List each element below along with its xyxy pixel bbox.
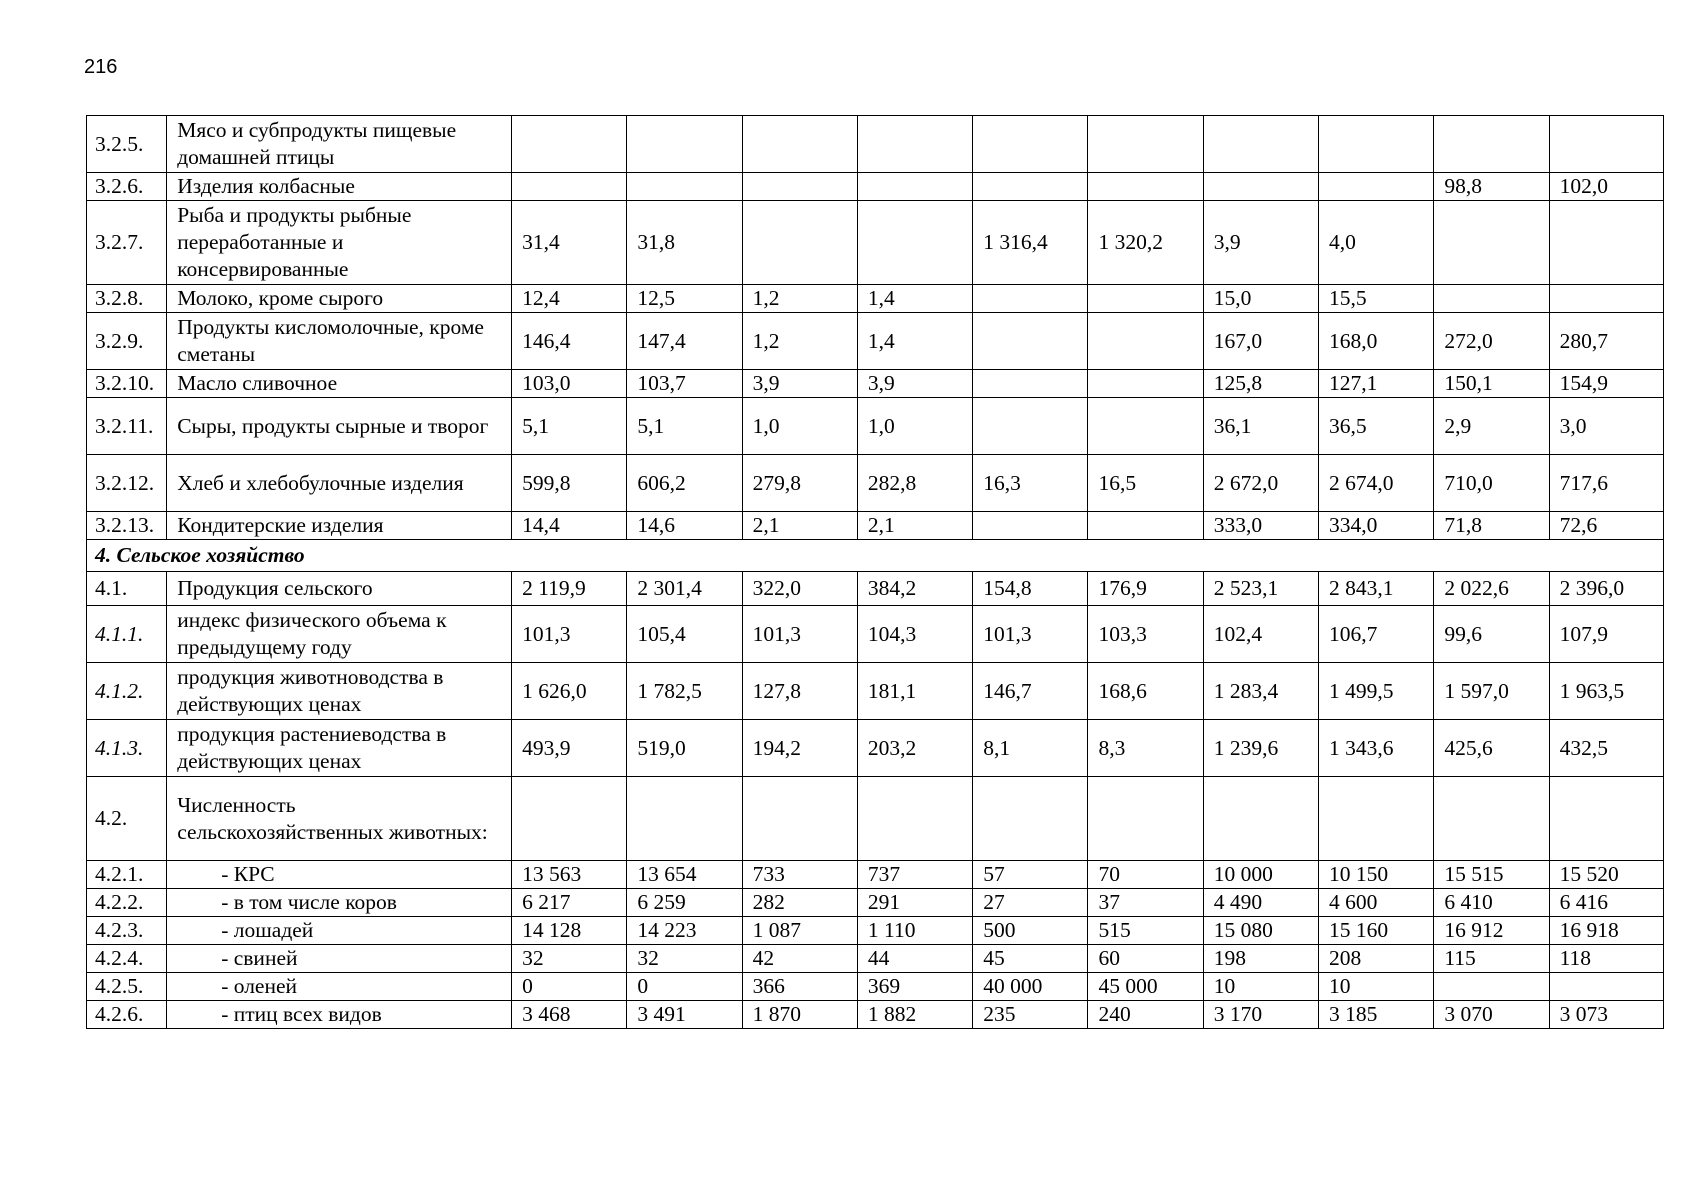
row-name: Численность сельскохозяйственных животных: [167, 777, 512, 861]
row-name: индекс физического объема к предыдущему году [167, 606, 512, 663]
value-cell: 16,5 [1088, 455, 1203, 512]
value-cell [973, 116, 1088, 173]
value-cell: 1 343,6 [1319, 720, 1434, 777]
row-code: 4.2.1. [87, 861, 167, 889]
value-cell: 2 843,1 [1319, 572, 1434, 606]
value-cell: 72,6 [1549, 512, 1663, 540]
value-cell: 606,2 [627, 455, 742, 512]
row-code: 3.2.12. [87, 455, 167, 512]
value-cell: 101,3 [512, 606, 627, 663]
row-code: 4.1.2. [87, 663, 167, 720]
value-cell: 16 918 [1549, 917, 1663, 945]
value-cell: 3,0 [1549, 398, 1663, 455]
value-cell: 4 490 [1203, 889, 1318, 917]
value-cell: 150,1 [1434, 370, 1549, 398]
value-cell: 168,6 [1088, 663, 1203, 720]
value-cell [1434, 973, 1549, 1001]
row-name: Масло сливочное [167, 370, 512, 398]
value-cell: 36,1 [1203, 398, 1318, 455]
value-cell: 2 672,0 [1203, 455, 1318, 512]
row-code: 4.2.6. [87, 1001, 167, 1029]
value-cell: 10 [1319, 973, 1434, 1001]
value-cell [973, 512, 1088, 540]
value-cell: 31,4 [512, 201, 627, 285]
value-cell [1434, 285, 1549, 313]
row-code: 4.2.3. [87, 917, 167, 945]
value-cell: 1,2 [742, 285, 857, 313]
value-cell [1088, 116, 1203, 173]
value-cell: 384,2 [857, 572, 972, 606]
value-cell: 168,0 [1319, 313, 1434, 370]
value-cell: 235 [973, 1001, 1088, 1029]
value-cell: 8,3 [1088, 720, 1203, 777]
table-row [87, 973, 1664, 1001]
row-name: - свиней [167, 945, 512, 973]
value-cell: 118 [1549, 945, 1663, 973]
value-cell: 3 070 [1434, 1001, 1549, 1029]
value-cell: 2,1 [742, 512, 857, 540]
value-cell: 16,3 [973, 455, 1088, 512]
value-cell: 15 160 [1319, 917, 1434, 945]
table-row [87, 572, 1664, 606]
value-cell: 279,8 [742, 455, 857, 512]
value-cell [1319, 173, 1434, 201]
value-cell: 13 654 [627, 861, 742, 889]
value-cell: 6 416 [1549, 889, 1663, 917]
value-cell: 147,4 [627, 313, 742, 370]
value-cell: 3,9 [742, 370, 857, 398]
value-cell: 103,0 [512, 370, 627, 398]
value-cell [973, 285, 1088, 313]
value-cell: 27 [973, 889, 1088, 917]
value-cell [742, 777, 857, 861]
table-row [87, 861, 1664, 889]
value-cell: 101,3 [742, 606, 857, 663]
value-cell: 8,1 [973, 720, 1088, 777]
value-cell: 2 022,6 [1434, 572, 1549, 606]
value-cell: 515 [1088, 917, 1203, 945]
value-cell [1203, 777, 1318, 861]
value-cell: 102,4 [1203, 606, 1318, 663]
value-cell [973, 313, 1088, 370]
value-cell: 194,2 [742, 720, 857, 777]
value-cell [1088, 777, 1203, 861]
table-row [87, 370, 1664, 398]
value-cell: 31,8 [627, 201, 742, 285]
page-number: 216 [84, 56, 118, 78]
value-cell: 369 [857, 973, 972, 1001]
value-cell [512, 777, 627, 861]
value-cell: 98,8 [1434, 173, 1549, 201]
value-cell: 16 912 [1434, 917, 1549, 945]
value-cell: 15,0 [1203, 285, 1318, 313]
value-cell: 272,0 [1434, 313, 1549, 370]
value-cell: 15 515 [1434, 861, 1549, 889]
value-cell [1549, 777, 1663, 861]
value-cell [1088, 313, 1203, 370]
row-name: Продукция сельского [167, 572, 512, 606]
section-row [87, 540, 1664, 572]
row-name: Мясо и субпродукты пищевые домашней птицы [167, 116, 512, 173]
table-row [87, 720, 1664, 777]
value-cell: 6 410 [1434, 889, 1549, 917]
value-cell [627, 173, 742, 201]
value-cell: 115 [1434, 945, 1549, 973]
value-cell: 366 [742, 973, 857, 1001]
value-cell: 4 600 [1319, 889, 1434, 917]
value-cell [1319, 116, 1434, 173]
value-cell: 12,5 [627, 285, 742, 313]
row-name: Рыба и продукты рыбные переработанные и консервированные [167, 201, 512, 285]
value-cell: 5,1 [627, 398, 742, 455]
value-cell: 3 185 [1319, 1001, 1434, 1029]
value-cell: 103,3 [1088, 606, 1203, 663]
row-name: Молоко, кроме сырого [167, 285, 512, 313]
value-cell: 176,9 [1088, 572, 1203, 606]
value-cell: 40 000 [973, 973, 1088, 1001]
value-cell: 2 301,4 [627, 572, 742, 606]
value-cell: 3 073 [1549, 1001, 1663, 1029]
value-cell [1434, 116, 1549, 173]
value-cell [742, 201, 857, 285]
value-cell: 3 491 [627, 1001, 742, 1029]
value-cell: 32 [512, 945, 627, 973]
value-cell [857, 116, 972, 173]
row-code: 4.2.5. [87, 973, 167, 1001]
row-code: 3.2.7. [87, 201, 167, 285]
value-cell: 146,7 [973, 663, 1088, 720]
value-cell: 1,4 [857, 313, 972, 370]
value-cell: 733 [742, 861, 857, 889]
value-cell: 737 [857, 861, 972, 889]
value-cell: 2,9 [1434, 398, 1549, 455]
table-row [87, 663, 1664, 720]
value-cell: 432,5 [1549, 720, 1663, 777]
value-cell: 1 626,0 [512, 663, 627, 720]
value-cell: 519,0 [627, 720, 742, 777]
row-name: - птиц всех видов [167, 1001, 512, 1029]
row-code: 4.2. [87, 777, 167, 861]
value-cell: 1 316,4 [973, 201, 1088, 285]
table-row [87, 455, 1664, 512]
value-cell: 1,2 [742, 313, 857, 370]
value-cell: 181,1 [857, 663, 972, 720]
statistics-table [86, 115, 1664, 1029]
row-name: - в том числе коров [167, 889, 512, 917]
value-cell: 32 [627, 945, 742, 973]
value-cell: 280,7 [1549, 313, 1663, 370]
value-cell: 15 080 [1203, 917, 1318, 945]
value-cell [1088, 512, 1203, 540]
value-cell: 599,8 [512, 455, 627, 512]
value-cell [742, 116, 857, 173]
value-cell: 2 396,0 [1549, 572, 1663, 606]
value-cell: 2 523,1 [1203, 572, 1318, 606]
table-row [87, 173, 1664, 201]
value-cell [857, 201, 972, 285]
table-row [87, 945, 1664, 973]
value-cell: 1 882 [857, 1001, 972, 1029]
table-row [87, 917, 1664, 945]
value-cell [1088, 370, 1203, 398]
value-cell: 3,9 [857, 370, 972, 398]
value-cell [512, 173, 627, 201]
value-cell: 57 [973, 861, 1088, 889]
value-cell: 102,0 [1549, 173, 1663, 201]
row-name: - оленей [167, 973, 512, 1001]
table-row [87, 116, 1664, 173]
value-cell: 1,4 [857, 285, 972, 313]
row-code: 4.1. [87, 572, 167, 606]
value-cell [1088, 173, 1203, 201]
value-cell [512, 116, 627, 173]
value-cell: 3 170 [1203, 1001, 1318, 1029]
value-cell [627, 777, 742, 861]
row-code: 3.2.6. [87, 173, 167, 201]
table-row [87, 777, 1664, 861]
value-cell: 208 [1319, 945, 1434, 973]
value-cell: 12,4 [512, 285, 627, 313]
value-cell: 14 128 [512, 917, 627, 945]
row-code: 3.2.11. [87, 398, 167, 455]
value-cell: 104,3 [857, 606, 972, 663]
value-cell: 14,6 [627, 512, 742, 540]
value-cell [1203, 116, 1318, 173]
table-row [87, 313, 1664, 370]
row-code: 3.2.5. [87, 116, 167, 173]
value-cell: 1 782,5 [627, 663, 742, 720]
value-cell: 99,6 [1434, 606, 1549, 663]
value-cell: 717,6 [1549, 455, 1663, 512]
value-cell [973, 370, 1088, 398]
value-cell: 44 [857, 945, 972, 973]
value-cell: 10 000 [1203, 861, 1318, 889]
value-cell: 127,1 [1319, 370, 1434, 398]
value-cell: 45 [973, 945, 1088, 973]
value-cell: 1 597,0 [1434, 663, 1549, 720]
value-cell: 710,0 [1434, 455, 1549, 512]
value-cell: 282,8 [857, 455, 972, 512]
value-cell: 198 [1203, 945, 1318, 973]
value-cell: 146,4 [512, 313, 627, 370]
value-cell: 6 259 [627, 889, 742, 917]
table-row [87, 512, 1664, 540]
value-cell: 1 870 [742, 1001, 857, 1029]
row-code: 3.2.8. [87, 285, 167, 313]
value-cell: 6 217 [512, 889, 627, 917]
value-cell: 60 [1088, 945, 1203, 973]
value-cell: 127,8 [742, 663, 857, 720]
value-cell: 105,4 [627, 606, 742, 663]
value-cell: 14,4 [512, 512, 627, 540]
value-cell: 154,9 [1549, 370, 1663, 398]
value-cell: 282 [742, 889, 857, 917]
value-cell: 1 239,6 [1203, 720, 1318, 777]
value-cell: 14 223 [627, 917, 742, 945]
table-row [87, 285, 1664, 313]
value-cell: 2 674,0 [1319, 455, 1434, 512]
row-code: 3.2.10. [87, 370, 167, 398]
row-code: 4.2.2. [87, 889, 167, 917]
row-name: - КРС [167, 861, 512, 889]
value-cell [1434, 777, 1549, 861]
value-cell: 1 283,4 [1203, 663, 1318, 720]
value-cell: 106,7 [1319, 606, 1434, 663]
value-cell: 203,2 [857, 720, 972, 777]
value-cell: 333,0 [1203, 512, 1318, 540]
row-code: 4.1.1. [87, 606, 167, 663]
value-cell [973, 777, 1088, 861]
table-row [87, 1001, 1664, 1029]
value-cell: 70 [1088, 861, 1203, 889]
value-cell [1088, 398, 1203, 455]
value-cell [1549, 201, 1663, 285]
value-cell: 2 119,9 [512, 572, 627, 606]
value-cell: 36,5 [1319, 398, 1434, 455]
row-name: Кондитерские изделия [167, 512, 512, 540]
row-name: продукция животноводства в действующих ценах [167, 663, 512, 720]
value-cell: 1 499,5 [1319, 663, 1434, 720]
value-cell: 45 000 [1088, 973, 1203, 1001]
value-cell: 13 563 [512, 861, 627, 889]
row-name: Сыры, продукты сырные и творог [167, 398, 512, 455]
value-cell: 240 [1088, 1001, 1203, 1029]
value-cell [857, 173, 972, 201]
value-cell [1319, 777, 1434, 861]
value-cell: 167,0 [1203, 313, 1318, 370]
value-cell: 42 [742, 945, 857, 973]
value-cell: 125,8 [1203, 370, 1318, 398]
table-row [87, 201, 1664, 285]
value-cell [1549, 116, 1663, 173]
table-row [87, 606, 1664, 663]
value-cell: 1 320,2 [1088, 201, 1203, 285]
value-cell: 15,5 [1319, 285, 1434, 313]
value-cell: 107,9 [1549, 606, 1663, 663]
row-code: 3.2.13. [87, 512, 167, 540]
row-name: Продукты кисломолочные, кроме сметаны [167, 313, 512, 370]
value-cell: 71,8 [1434, 512, 1549, 540]
value-cell [1549, 973, 1663, 1001]
value-cell: 37 [1088, 889, 1203, 917]
value-cell: 10 150 [1319, 861, 1434, 889]
value-cell: 291 [857, 889, 972, 917]
value-cell: 2,1 [857, 512, 972, 540]
row-name: Изделия колбасные [167, 173, 512, 201]
value-cell: 0 [627, 973, 742, 1001]
value-cell: 10 [1203, 973, 1318, 1001]
row-code: 4.2.4. [87, 945, 167, 973]
value-cell: 425,6 [1434, 720, 1549, 777]
value-cell: 3 468 [512, 1001, 627, 1029]
value-cell: 334,0 [1319, 512, 1434, 540]
row-name: Хлеб и хлебобулочные изделия [167, 455, 512, 512]
value-cell [1088, 285, 1203, 313]
value-cell: 500 [973, 917, 1088, 945]
row-name: - лошадей [167, 917, 512, 945]
value-cell: 103,7 [627, 370, 742, 398]
value-cell: 1 087 [742, 917, 857, 945]
value-cell [1549, 285, 1663, 313]
value-cell: 1 963,5 [1549, 663, 1663, 720]
value-cell: 322,0 [742, 572, 857, 606]
value-cell: 493,9 [512, 720, 627, 777]
table-row [87, 889, 1664, 917]
table-row [87, 398, 1664, 455]
value-cell [857, 777, 972, 861]
value-cell: 1 110 [857, 917, 972, 945]
value-cell: 154,8 [973, 572, 1088, 606]
value-cell [1434, 201, 1549, 285]
value-cell: 15 520 [1549, 861, 1663, 889]
value-cell: 1,0 [857, 398, 972, 455]
value-cell: 5,1 [512, 398, 627, 455]
value-cell: 3,9 [1203, 201, 1318, 285]
value-cell [627, 116, 742, 173]
value-cell [973, 173, 1088, 201]
value-cell [1203, 173, 1318, 201]
value-cell: 4,0 [1319, 201, 1434, 285]
section-title: 4. Сельское хозяйство [87, 540, 1664, 572]
value-cell: 1,0 [742, 398, 857, 455]
row-name: продукция растениеводства в действующих ценах [167, 720, 512, 777]
value-cell [742, 173, 857, 201]
value-cell: 0 [512, 973, 627, 1001]
value-cell [973, 398, 1088, 455]
row-code: 4.1.3. [87, 720, 167, 777]
row-code: 3.2.9. [87, 313, 167, 370]
value-cell: 101,3 [973, 606, 1088, 663]
